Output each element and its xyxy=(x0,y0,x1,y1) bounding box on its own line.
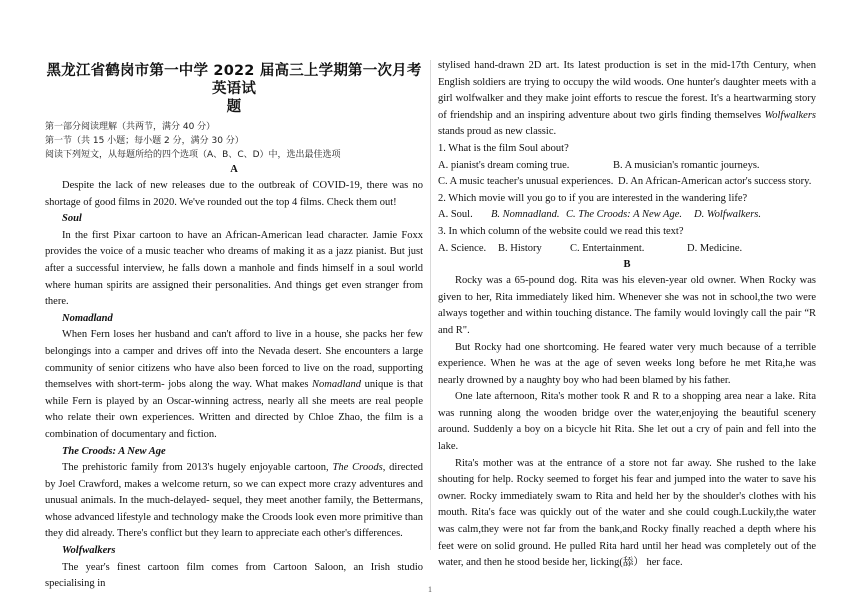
instruction-text: 阅读下列短文，从每题所给的四个选项（A、B、C、D）中，选出最佳选项 xyxy=(45,150,341,160)
option-1b: B. A musician's romantic journeys. xyxy=(613,159,760,171)
passage-a-label: A xyxy=(230,164,238,175)
option-1a: A. pianist's dream coming true. xyxy=(438,159,570,171)
passage-b-label: B xyxy=(623,259,631,271)
exam-title xyxy=(45,62,423,116)
section-heading: 第一节（共 15 小题；每小题 2 分，满分 30 分） xyxy=(45,136,244,146)
question-2: 2. Which movie will you go to if you are interested in the wandering life? xyxy=(438,192,748,204)
nomadland-heading: Nomadland xyxy=(62,312,113,324)
title-line-2: 题 xyxy=(226,99,242,115)
option-2a: A. Soul. xyxy=(438,209,473,221)
question-1: 1. What is the film Soul about? xyxy=(438,142,569,154)
passage-b-paragraph-1: Rocky was a 65-pound dog. Rita was his eleven-year old owner. When Rocky was given to her, Rita immediately liked him. Whenever she was not in school,the two were always together and within touching distance. The family would lovingly call the pair “R and R". xyxy=(438,275,816,336)
option-3d: D. Medicine. xyxy=(687,242,743,254)
question-1-options-row2 xyxy=(438,174,816,191)
soul-paragraph: In the first Pixar cartoon to have an African-American lead character. Jamie Foxx provides the voice of a music teacher who dreams of making it as a jazz pianist. But just after a successful interview, he falls down a manhole and finds himself in a soul world where human spirits are assigned their personalities. And things get even stranger from there. xyxy=(45,229,423,308)
option-3c: C. Entertainment. xyxy=(570,242,645,254)
page-number: 1 xyxy=(428,585,432,594)
question-1-options-row1 xyxy=(438,158,816,175)
passage-b-paragraph-3: One late afternoon, Rita's mother took R and R to a shopping area near a lake. Rita was running along the wooden bridge over the water,enjoying the beautiful scenery around. Suddenly a boy on a bicycle hit Rita. She let out a cry of pain and fell into the lake. xyxy=(438,391,816,453)
soul-heading: Soul xyxy=(62,213,82,225)
option-1d: D. An African-American actor's success story. xyxy=(618,176,812,188)
nomadland-paragraph: When Fern loses her husband and can't afford to live in a house, she packs her few belongings into a camper and drives off into the Nevada desert. She encounters a large community of senior citizens who have also been forced to live on the road, supporting themselves with short-term- jobs along the way. What makes Nomadland unique is that while Fern is played by an Oscar-winning actress, nearly all she meets are real people who relate their own experiences. Written and directed by Chloe Zhao, the film is a combination of documentary and fiction. xyxy=(45,329,423,440)
option-3b: B. History xyxy=(498,242,542,254)
option-2d: D. Wolfwalkers. xyxy=(694,209,761,221)
column-divider xyxy=(430,60,431,550)
passage-a-intro: Despite the lack of new releases due to the outbreak of COVID-19, there was no shortage of good films in 2020. We've rounded out the top 4 films. Check them out! xyxy=(45,180,423,208)
right-column xyxy=(438,58,816,572)
option-2b: B. Nomnadland. xyxy=(491,209,560,221)
option-2c: C. The Croods: A New Age. xyxy=(566,209,682,221)
passage-b-paragraph-2: But Rocky had one shortcoming. He feared water very much because of a terrible experience. When he was at the age of seven weeks long before he met Rita,he was nearly drowned by a naughty boy who had been blamed by his father. xyxy=(438,341,816,386)
wolfwalkers-paragraph-cont: stylised hand-drawn 2D art. Its latest production is set in the mid-17th Century, when English soldiers are trying to occupy the wild woods. One hunter's daughter meets with a girl wolfwalker and they make joint efforts to rescue the forest. It's a heartwarming story of friendship and an inspiring adventure about two girls finding themselves Wolfwalkers stands proud as new classic. xyxy=(438,60,816,138)
option-1c: C. A music teacher's unusual experiences. xyxy=(438,176,614,188)
passage-b-paragraph-4: Rita's mother was at the entrance of a store not far away. She rushed to the lake shouting for help. Rocky seemed to forget his fear and jumped into the water to save his owner. Rocky immediately swam to Rita and held her by the shoulder's clothes with his mouth. Rita's face was quickly out of the water and she could cough.Luckily,the water was calm,they were not far from the bank,and Rocky finally reached a depth where his feet were on solid ground. He pulled Rita hard until her head was completely out of the water, and then he stood beside her, licking(舔） her face. xyxy=(438,457,816,569)
wolfwalkers-paragraph-start: The year's finest cartoon film comes from Cartoon Saloon, an Irish studio specialising in xyxy=(45,561,423,590)
croods-heading: The Croods: A New Age xyxy=(62,445,166,457)
wolfwalkers-heading: Wolfwalkers xyxy=(62,545,116,557)
option-3a: A. Science. xyxy=(438,242,487,254)
question-3: 3. In which column of the website could we read this text? xyxy=(438,225,684,237)
part-heading: 第一部分阅读理解（共两节，满分 40 分） xyxy=(45,122,216,132)
question-2-options xyxy=(438,207,816,224)
croods-paragraph: The prehistoric family from 2013's hugely enjoyable cartoon, The Croods, directed by Joel Crawford, makes a welcome return, so we can expect more crazy adventures and unusual animals. In the much-delayed- sequel, they meet another family, the Bettermans, whose advanced lifestyle and technology make the Croods look even more primitive than they did already. There's conflict but they learn to appreciate each other's differences. xyxy=(45,462,423,540)
left-column xyxy=(45,58,423,593)
title-line-1: 黑龙江省鹤岗市第一中学 2022 届高三上学期第一次月考英语试 xyxy=(46,63,422,97)
question-3-options xyxy=(438,241,816,258)
